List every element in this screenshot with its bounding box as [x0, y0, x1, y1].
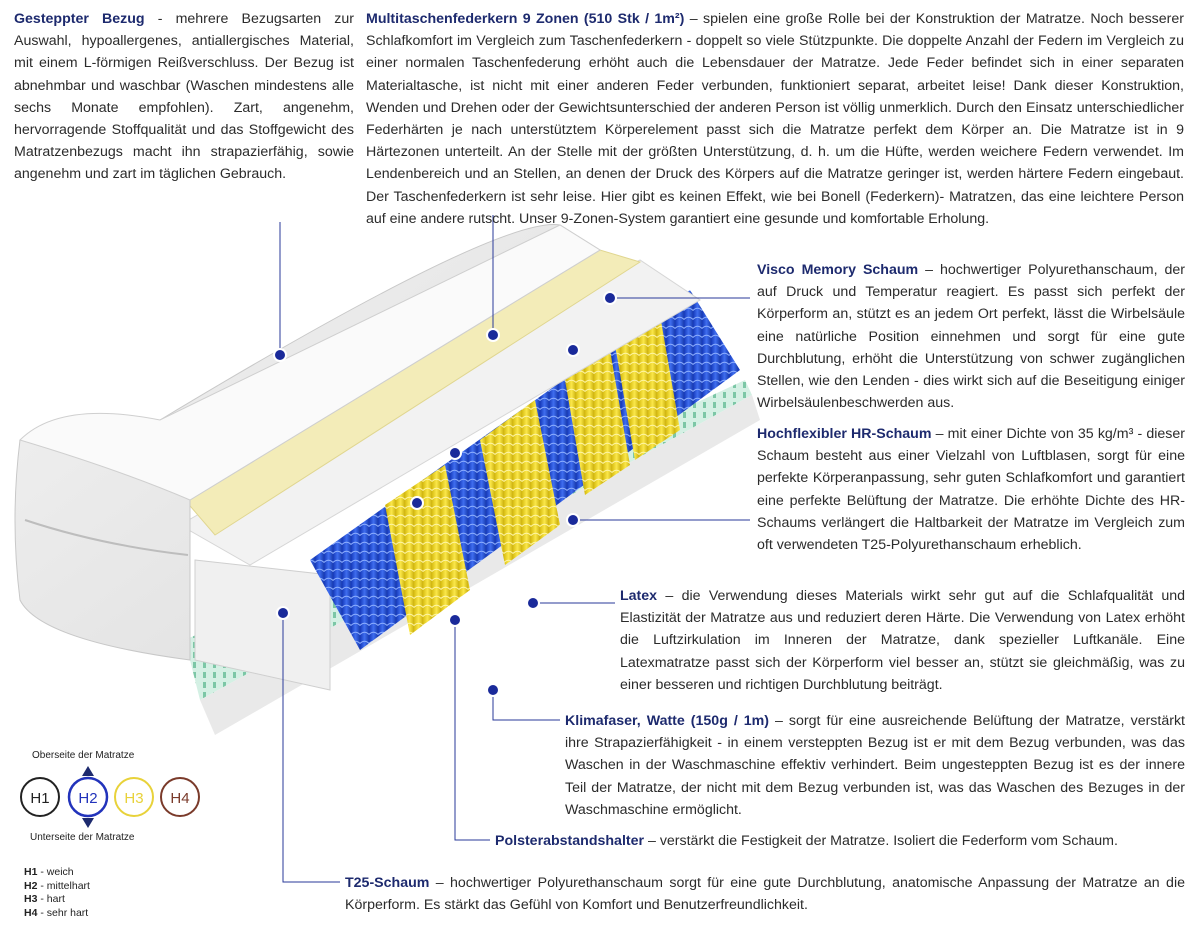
hr-title: Hochflexibler HR-Schaum: [757, 426, 932, 442]
bezug-text: mehrere Bezugsarten zur Auswahl, hypoallergenes, antiallergisches Material, mit einem L-förmigen Reißverschluss. Der Bezug ist abnehmbar und waschbar (Waschen mindestens alle sechs Monate empfohlen). Zart, angenehm, hervorragende Stoffqualität und das Stoffgewicht des Matratzenbezugs macht ihn strapazierfähig, sowie angenehm und zart im täglichen Gebrauch.: [14, 11, 354, 183]
section-latex: Latex – die Verwendung dieses Materials wirkt sehr gut auf die Schlafqualität und Elastizität der Matratze aus und reduziert deren Härte. Die Verwendung von Latex erhöht die Luftzirkulation im Inneren der Matratze, dank spezieller Luftkanäle. Eine Latexmatratze passt sich der Körperform viel besser an, stützt sie gleichmäßig, was zu einer besseren und richtigen Durchblutung beiträgt.: [620, 588, 1185, 693]
h3-label: H3: [124, 790, 144, 807]
federkern-text: spielen eine große Rolle bei der Konstruktion der Matratze. Noch besserer Schlafkomfort im Vergleich zum Taschenfederkern - doppelt so viele Stützpunkte. Die doppelte Anzahl der Federn im Vergleich zu einer normalen Taschenfederung erhöht auch die Lebensdauer der Matratze. Jede Feder befindet sich in einer separaten Materialtasche, ist nicht mit einer anderen Feder verbunden, funktioniert separat, arbeitet leise! Dank dieser Konstruktion, Wenden und Drehen oder der Gewichtsunterschied der anderen Person ist völlig unmerklich. Durch den Einsatz unterschiedlicher Federhärten je nach unterstütztem Körperelement passt sich die Matratze perfekt dem Körper an. Die Matratze ist in 9 Härtezonen unterteilt. An der Stelle mit der größten Unterstützung, d. h. um die Hüfte, werden weichere Federn verwendet. Im Lendenbereich und an Stellen, an denen der Druck des Körpers auf die Matratze geringer ist, werden härtere Federn eingebaut. Der Taschenfederkern ist sehr leise. Hier gibt es keinen Effekt, wie bei Bonell (Federkern)- Matratzen, das eine leichtere Person auf eine andere rutscht. Unser 9-Zonen-System garantiert eine gesunde und komfortable Erholung.: [366, 11, 1184, 227]
bezug-title: Gesteppter Bezug: [14, 11, 145, 27]
hardness-selector: [21, 766, 199, 828]
h4-label: H4: [170, 790, 190, 807]
key-row: H2 - mittelhart: [24, 879, 90, 892]
t25-text: hochwertiger Polyurethanschaum sorgt für eine gute Durchblutung, anatomische Anpassung der Matratze an die Körperform. Es stärkt das Gefühl von Komfort und Benutzerfreundlichkeit.: [345, 875, 1185, 914]
federkern-title: Multitaschenfederkern 9 Zonen (510 Stk / 1m²): [366, 11, 685, 27]
section-bezug: Gesteppter Bezug - mehrere Bezugsarten zur Auswahl, hypoallergenes, antiallergisches Material, mit einem L-förmigen Reißverschluss. Der Bezug ist abnehmbar und waschbar (Waschen mindestens alle sechs Monate empfohlen). Zart, angenehm, hervorragende Stoffqualität und das Stoffgewicht des Matratzenbezugs macht ihn strapazierfähig, sowie angenehm und zart im täglichen Gebrauch.: [14, 11, 354, 183]
latex-text: die Verwendung dieses Materials wirkt sehr gut auf die Schlafqualität und Elastizität der Matratze aus und reduziert deren Härte. Die Verwendung von Latex erhöht die Luftzirkulation im Inneren der Matratze, dank spezieller Luftkanäle. Eine Latexmatratze passt sich der Körperform viel besser an, stützt sie gleichmäßig, was zu einer besseren und richtigen Durchblutung beiträgt.: [620, 588, 1185, 693]
top-side-label: Oberseite der Matratze: [32, 750, 135, 761]
polster-title: Polsterabstandshalter: [495, 833, 645, 849]
section-t25: T25-Schaum – hochwertiger Polyurethanschaum sorgt für eine gute Durchblutung, anatomische Anpassung der Matratze an die Körperform. Es stärkt das Gefühl von Komfort und Benutzerfreundlichkeit.: [345, 875, 1185, 914]
section-klima: Klimafaser, Watte (150g / 1m) – sorgt für eine ausreichende Belüftung der Matratze, verstärkt ihre Strapazierfähigkeit - in einem versteppten Bezug ist er mit dem Bezug verbunden, was das Waschen in der Waschmaschine effektiv verhindert. Beim ungesteppten Bezug ist es der innere Teil der Matratze, der nicht mit dem Bezug verbunden ist, was das Waschen des Bezuges in der Waschmaschine ermöglicht.: [565, 713, 1185, 818]
hr-text: mit einer Dichte von 35 kg/m³ - dieser Schaum besteht aus einer Vielzahl von Luftblasen, sorgt für eine perfekte Körperanpassung, sehr guten Schlafkomfort und garantiert eine perfekte Belüftung der Matratze. Die erhöhte Dichte des HR-Schaums verlängert die Haltbarkeit der Matratze im Vergleich zum oft verwendeten T25-Polyurethanschaum erheblich.: [757, 426, 1185, 554]
klima-title: Klimafaser, Watte (150g / 1m): [565, 713, 770, 729]
arrow-up-icon: [82, 766, 94, 776]
section-federkern: Multitaschenfederkern 9 Zonen (510 Stk / 1m²) – spielen eine große Rolle bei der Konstruktion der Matratze. Noch besserer Schlafkomfort im Vergleich zum Taschenfederkern - doppelt so viele Stützpunkte. Die doppelte Anzahl der Federn im Vergleich zu einer normalen Taschenfederung erhöht auch die Lebensdauer der Matratze. Jede Feder befindet sich in einer separaten Materialtasche, ist nicht mit einer anderen Feder verbunden, funktioniert separat, arbeitet leise! Dank dieser Konstruktion, Wenden und Drehen oder der Gewichtsunterschied der anderen Person ist völlig unmerklich. Durch den Einsatz unterschiedlicher Federhärten je nach unterstütztem Körperelement passt sich die Matratze perfekt dem Körper an. Die Matratze ist in 9 Härtezonen unterteilt. An der Stelle mit der größten Unterstützung, d. h. um die Hüfte, werden weichere Federn verwendet. Im Lendenbereich und an Stellen, an denen der Druck des Körpers auf die Matratze geringer ist, werden härtere Federn eingebaut. Der Taschenfederkern ist sehr leise. Hier gibt es keinen Effekt, wie bei Bonell (Federkern)- Matratzen, das eine leichtere Person auf eine andere rutscht. Unser 9-Zonen-System garantiert eine gesunde und komfortable Erholung.: [366, 11, 1184, 227]
polster-text: verstärkt die Festigkeit der Matratze. Isoliert die Federform vom Schaum.: [659, 833, 1118, 849]
bottom-side-label: Unterseite der Matratze: [30, 832, 135, 843]
klima-text: sorgt für eine ausreichende Belüftung der Matratze, verstärkt ihre Strapazierfähigkeit - in einem versteppten Bezug ist er mit dem Bezug verbunden, was das Waschen in der Waschmaschine effektiv verhindert. Beim ungesteppten Bezug ist es der innere Teil der Matratze, der nicht mit dem Bezug verbunden ist, was das Waschen des Bezuges in der Waschmaschine ermöglicht.: [565, 713, 1185, 818]
section-visco: Visco Memory Schaum – hochwertiger Polyurethanschaum, der auf Druck und Temperatur reagiert. Es passt sich perfekt der Körperform an, stützt es an jedem Ort perfekt, lässt die Wirbelsäule eine natürliche Position einnehmen und sorgt für eine gute Durchblutung, erhöht die Unterstützung von schwer zugänglichen Stellen, wie den Lenden - dies wirkt sich auf die Beseitigung einiger Wirbelsäulenbeschwerden aus.: [757, 262, 1185, 412]
key-row: H4 - sehr hart: [24, 906, 89, 919]
hardness-key: [24, 866, 90, 920]
section-hr: Hochflexibler HR-Schaum – mit einer Dichte von 35 kg/m³ - dieser Schaum besteht aus einer Vielzahl von Luftblasen, sorgt für eine perfekte Körperanpassung, sehr guten Schlafkomfort und garantiert eine perfekte Belüftung der Matratze. Die erhöhte Dichte des HR-Schaums verlängert die Haltbarkeit der Matratze im Vergleich zum oft verwendeten T25-Polyurethanschaum erheblich.: [757, 426, 1185, 554]
key-row: H1 - weich: [24, 866, 74, 878]
visco-title: Visco Memory Schaum: [757, 262, 919, 278]
t25-title: T25-Schaum: [345, 875, 430, 891]
section-polster: Polsterabstandshalter – verstärkt die Festigkeit der Matratze. Isoliert die Federform vom Schaum.: [495, 833, 1118, 849]
visco-text: hochwertiger Polyurethanschaum, der auf Druck und Temperatur reagiert. Es passt sich perfekt der Körperform an, stützt es an jedem Ort perfekt, lässt die Wirbelsäule eine natürliche Position einnehmen und sorgt für eine gute Durchblutung, erhöht die Unterstützung von schwer zugänglichen Stellen, wie den Lenden - dies wirkt sich auf die Beseitigung einiger Wirbelsäulenbeschwerden aus.: [757, 262, 1185, 412]
key-row: H3 - hart: [24, 893, 65, 905]
arrow-down-icon: [82, 818, 94, 828]
h1-label: H1: [30, 790, 50, 807]
latex-title: Latex: [620, 588, 658, 604]
h2-label: H2: [78, 790, 98, 807]
